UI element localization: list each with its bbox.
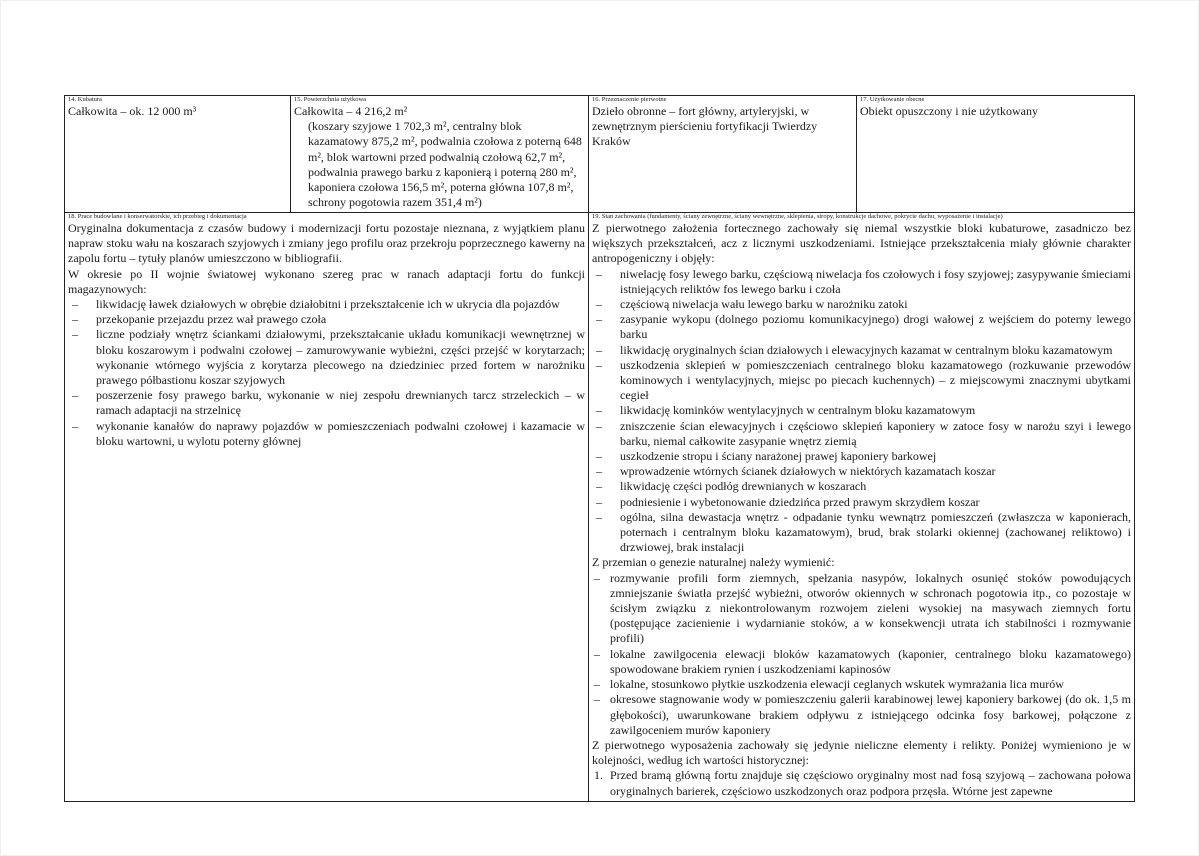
list-item: – okresowe stagnowanie wody w pomieszczeniu galerii karabinowej lewej kaponiery barkowej (do ok. 1,5 m głębokości), uwarunkowane brakiem odpływu z istniejącego odcinka fosy barkowej, połączone z zawilgoceniem murów kaponiery bbox=[610, 692, 1131, 738]
cell-uzytkowanie bbox=[857, 96, 1135, 213]
list-item: – likwidację oryginalnych ścian działowych i elewacyjnych kazamat w centralnym bloku kazamatowym bbox=[620, 343, 1131, 358]
label-uzytkowanie: 17. Użytkowanie obecne bbox=[860, 96, 925, 103]
powierzchnia-total: Całkowita – 4 216,2 m² bbox=[294, 104, 408, 118]
row-bottom bbox=[65, 213, 1135, 802]
list-item: – wykonanie kanałów do naprawy pojazdów w pomieszczeniach podwalni czołowej i kazamacie w bloku wartowni, u wylotu poterny głównej bbox=[96, 419, 585, 449]
cell-prace bbox=[65, 213, 589, 802]
list-item: – ogólna, silna dewastacja wnętrz - odpadanie tynku wewnątrz pomieszczeń (zwłaszcza w kaponierach, poternach i centralnym bloku kazamatowym), brud, brak stolarki okiennej (zachowanej reliktowo) i drzwiowej, brak instalacji bbox=[620, 510, 1131, 556]
prace-list bbox=[68, 297, 585, 449]
list-item: – rozmywanie profili form ziemnych, spełzania nasypów, lokalnych osunięć stoków powodujących zmniejszanie światła przejść wybieżni, otworów okiennych w schronach pogotowia itp., co pozostaje w ścisłym związku z niekontrolowanym rozwojem zieleni wysokiej na masywach ziemnych fortu (postępujące zacienienie i wydarnianie stoków, a w konsekwencji utrata ich stabilności i rozmywanie profili) bbox=[610, 571, 1131, 647]
stan-paragraph-2: Z przemian o genezie naturalnej należy wymienić: bbox=[592, 555, 835, 570]
stan-list-2 bbox=[592, 571, 1131, 738]
value-powierzchnia bbox=[294, 104, 585, 210]
list-item: – likwidację części podłóg drewnianych w koszarach bbox=[620, 479, 1131, 494]
item-number: 1. bbox=[594, 768, 603, 783]
item-text: Przed bramą główną fortu znajduje się częściowo oryginalny most nad fosą szyjową – zachowana połowa oryginalnych barierek, częściowo uszkodzonych oraz podpora przęsła. Wtórne jest zapewne bbox=[610, 768, 1131, 798]
list-item: – zasypanie wykopu (dolnego poziomu komunikacyjnego) drogi wałowej z wejściem do poterny lewego barku bbox=[620, 312, 1131, 342]
row-top bbox=[65, 96, 1135, 213]
list-item: – częściową niwelacja wału lewego barku w narożniku zatoki bbox=[620, 297, 1131, 312]
prace-paragraph-1: Oryginalna dokumentacja z czasów budowy i modernizacji fortu pozostaje nieznana, z wyjątkiem planu napraw stoku wału na koszarach szyjowych i zmiany jego profilu oraz przekroju poprzecznego kawerny na zapolu fortu – tytuły planów umieszczono w bibliografii. bbox=[68, 221, 585, 266]
cell-przeznaczenie bbox=[589, 96, 857, 213]
list-item: – liczne podziały wnętrz ściankami działowymi, przekształcanie układu komunikacji wewnętrznej w bloku koszarowym i podwalni czołowej – zamurowywanie wybieżni, części przejść w korytarzach; wykonanie wtórnego wyjścia z korytarza plecowego na dziedziniec przed fortem w narożniku prawego półbastionu koszar szyjowych bbox=[96, 327, 585, 388]
numbered-item bbox=[594, 768, 1131, 798]
label-prace: 18. Prace budowlane i konserwatorskie, ich przebieg i dokumentacja bbox=[68, 213, 247, 220]
value-uzytkowanie: Obiekt opuszczony i nie użytkowany bbox=[860, 104, 1038, 118]
record-card-table bbox=[64, 95, 1135, 802]
list-item: – uszkodzenie stropu i ściany narażonej prawej kaponiery barkowej bbox=[620, 449, 1131, 464]
list-item: – uszkodzenia sklepień w pomieszczeniach centralnego bloku kazamatowego (rozkuwanie przewodów kominowych i wentylacyjnych, miejsc po piecach kuchennych) – z miejscowymi znacznymi ubytkami cegieł bbox=[620, 358, 1131, 404]
list-item: – likwidację ławek działowych w obrębie działobitni i przekształcenie ich w ukrycia dla pojazdów bbox=[96, 297, 585, 312]
list-item: – przekopanie przejazdu przez wał prawego czoła bbox=[96, 312, 585, 327]
powierzchnia-details: (koszary szyjowe 1 702,3 m², centralny blok kazamatowy 875,2 m², podwalnia czołowa z poterną 648 m², blok wartowni przed podwalnią czołową 62,7 m², podwalnia prawego barku z kaponierą i poterną 280 m², kaponiera czołowa 156,5 m², poterna główna 107,8 m², schrony pogotowia razem 351,4 m²) bbox=[308, 119, 582, 210]
list-item: – zniszczenie ścian elewacyjnych i częściowo sklepień kaponiery w zatoce fosy w narożu szyi i lewego barku, niemal całkowite zasypanie wnętrz ziemią bbox=[620, 419, 1131, 449]
cell-stan bbox=[589, 213, 1135, 802]
stan-paragraph-1: Z pierwotnego założenia fortecznego zachowały się niemal wszystkie bloki kubaturowe, zasadniczo bez większych przekształceń, acz z licznymi uszkodzeniami. Istniejące przekształcenia miały głównie charakter antropogeniczny i objęły: bbox=[592, 221, 1131, 266]
list-item: – podniesienie i wybetonowanie dziedzińca przed prawym skrzydłem koszar bbox=[620, 495, 1131, 510]
label-powierzchnia: 15. Powierzchnia użytkowa bbox=[294, 96, 367, 103]
stan-paragraph-3: Z pierwotnego wyposażenia zachowały się jedynie nieliczne elementy i relikty. Poniżej wymieniono je w kolejności, według ich wartości historycznej: bbox=[592, 737, 1131, 768]
value-przeznaczenie: Dzieło obronne – fort główny, artyleryjski, w zewnętrznym pierścieniu fortyfikacji Twierdzy Kraków bbox=[592, 104, 818, 149]
stan-numbered-list bbox=[592, 768, 1131, 798]
stan-list-1 bbox=[592, 267, 1131, 556]
cell-kubatura bbox=[65, 96, 291, 213]
list-item: – lokalne, stosunkowo płytkie uszkodzenia elewacji ceglanych wskutek wymrażania lica murów bbox=[610, 677, 1131, 692]
list-item: – poszerzenie fosy prawego barku, wykonanie w niej zespołu drewnianych tarcz strzeleckich – w ramach adaptacji na strzelnicę bbox=[96, 388, 585, 418]
label-przeznaczenie: 16. Przeznaczenie pierwotne bbox=[592, 96, 667, 103]
list-item: – likwidację kominków wentylacyjnych w centralnym bloku kazamatowym bbox=[620, 403, 1131, 418]
list-item: – niwelację fosy lewego barku, częściową niwelacja fos czołowych i fosy szyjowej; zasypywanie śmieciami istniejących reliktów fos lewego barku i czoła bbox=[620, 267, 1131, 297]
list-item: – wprowadzenie wtórnych ścianek działowych w niektórych kazamatach koszar bbox=[620, 464, 1131, 479]
list-item: – lokalne zawilgocenia elewacji bloków kazamatowych (kaponier, centralnego bloku kazamatowego) spowodowane brakiem rynien i uszkodzeniami kapinosów bbox=[610, 647, 1131, 677]
value-kubatura: Całkowita – ok. 12 000 m³ bbox=[68, 104, 197, 118]
label-stan: 19. Stan zachowania (fundamenty, ściany zewnętrzne, ściany wewnętrzne, sklepienia, stropy, konstrukcje dachowe, pokrycie dachu, wyposażenie i instalacje) bbox=[592, 213, 1003, 220]
prace-paragraph-2: W okresie po II wojnie światowej wykonano szereg prac w ranach adaptacji fortu do funkcji magazynowych: bbox=[68, 266, 585, 296]
label-kubatura: 14. Kubatura bbox=[68, 96, 102, 103]
cell-powierzchnia bbox=[291, 96, 589, 213]
